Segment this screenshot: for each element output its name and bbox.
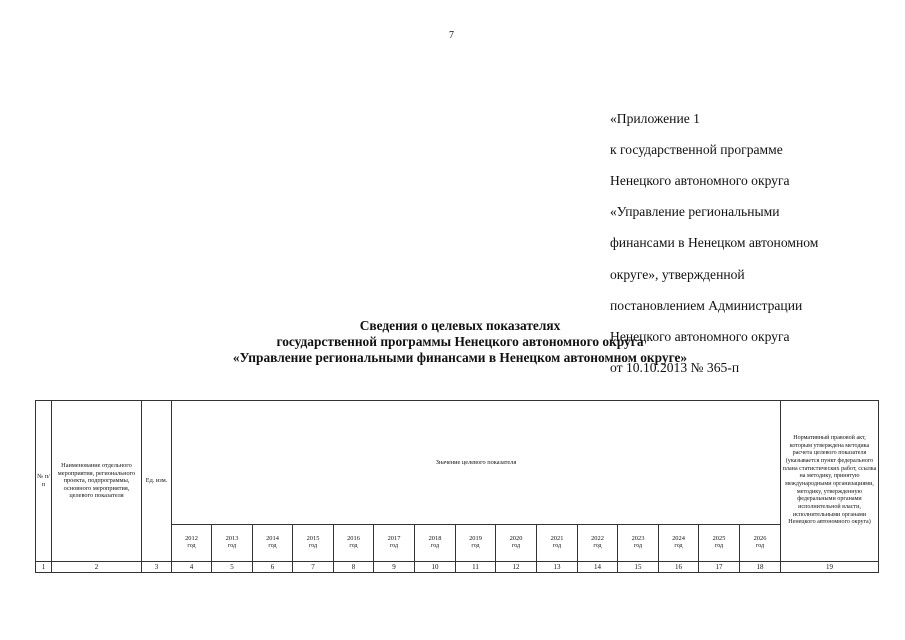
column-number: 6 bbox=[253, 562, 293, 573]
year-header: 2015 год bbox=[293, 525, 334, 562]
year-header: 2021 год bbox=[537, 525, 578, 562]
column-number: 14 bbox=[578, 562, 618, 573]
year-header: 2013 год bbox=[212, 525, 253, 562]
title-line-3: «Управление региональными финансами в Ненецком автономном округе» bbox=[232, 349, 688, 365]
column-number: 10 bbox=[415, 562, 456, 573]
page-number: 7 bbox=[449, 30, 454, 41]
target-indicators-table bbox=[35, 400, 879, 573]
column-number: 9 bbox=[374, 562, 415, 573]
column-number: 18 bbox=[740, 562, 781, 573]
column-number: 15 bbox=[618, 562, 659, 573]
year-header: 2012 год bbox=[172, 525, 212, 562]
year-header: 2020 год bbox=[496, 525, 537, 562]
year-header: 2023 год bbox=[618, 525, 659, 562]
header-col-unit: Ед. изм. bbox=[142, 401, 172, 562]
year-header: 2016 год bbox=[334, 525, 374, 562]
column-number: 8 bbox=[334, 562, 374, 573]
column-number: 7 bbox=[293, 562, 334, 573]
title-line-2: государственной программы Ненецкого автономного округа bbox=[276, 333, 644, 349]
column-number: 13 bbox=[537, 562, 578, 573]
header-col-number: № п/п bbox=[36, 401, 52, 562]
appendix-line: «Управление региональными bbox=[610, 204, 780, 220]
column-number: 19 bbox=[781, 562, 879, 573]
appendix-line: финансами в Ненецком автономном bbox=[610, 235, 819, 251]
year-header: 2014 год bbox=[253, 525, 293, 562]
column-number: 4 bbox=[172, 562, 212, 573]
header-col-name: Наименование отдельного мероприятия, регионального проекта, подпрограммы, основного мероприятия, целевого показателя bbox=[52, 401, 142, 562]
year-header: 2022 год bbox=[578, 525, 618, 562]
appendix-line: округе», утвержденной bbox=[610, 266, 745, 282]
header-values-group: Значение целевого показателя bbox=[172, 401, 781, 525]
appendix-line: от 10.10.2013 № 365-п bbox=[610, 360, 740, 376]
appendix-line: к государственной программе bbox=[610, 141, 783, 157]
column-number: 12 bbox=[496, 562, 537, 573]
column-number: 17 bbox=[699, 562, 740, 573]
column-number: 11 bbox=[456, 562, 496, 573]
appendix-line: постановлением Администрации bbox=[610, 297, 803, 313]
column-number: 16 bbox=[659, 562, 699, 573]
year-header: 2018 год bbox=[415, 525, 456, 562]
year-header: 2017 год bbox=[374, 525, 415, 562]
appendix-line: Ненецкого автономного округа bbox=[610, 172, 790, 188]
year-header: 2019 год bbox=[456, 525, 496, 562]
column-number: 5 bbox=[212, 562, 253, 573]
year-header: 2026 год bbox=[740, 525, 781, 562]
column-number: 3 bbox=[142, 562, 172, 573]
year-header: 2024 год bbox=[659, 525, 699, 562]
title-line-1: Сведения о целевых показателях bbox=[359, 318, 561, 333]
document-title bbox=[150, 318, 770, 365]
header-col-normative-act: Нормативный правовой акт, которым утверждена методика расчета целевого показателя (указывается пункт федерального плана статистических работ, ссылка на методику, принятую международными организациями, методику, утвержденную федеральными органами исполнительной власти, исполнительными органами Ненецкого автономного округа) bbox=[781, 401, 879, 562]
year-header: 2025 год bbox=[699, 525, 740, 562]
column-number: 1 bbox=[36, 562, 52, 573]
column-number: 2 bbox=[52, 562, 142, 573]
appendix-line: «Приложение 1 bbox=[610, 110, 700, 126]
column-number-row bbox=[36, 562, 879, 573]
appendix-line: Ненецкого автономного округа bbox=[610, 328, 790, 344]
